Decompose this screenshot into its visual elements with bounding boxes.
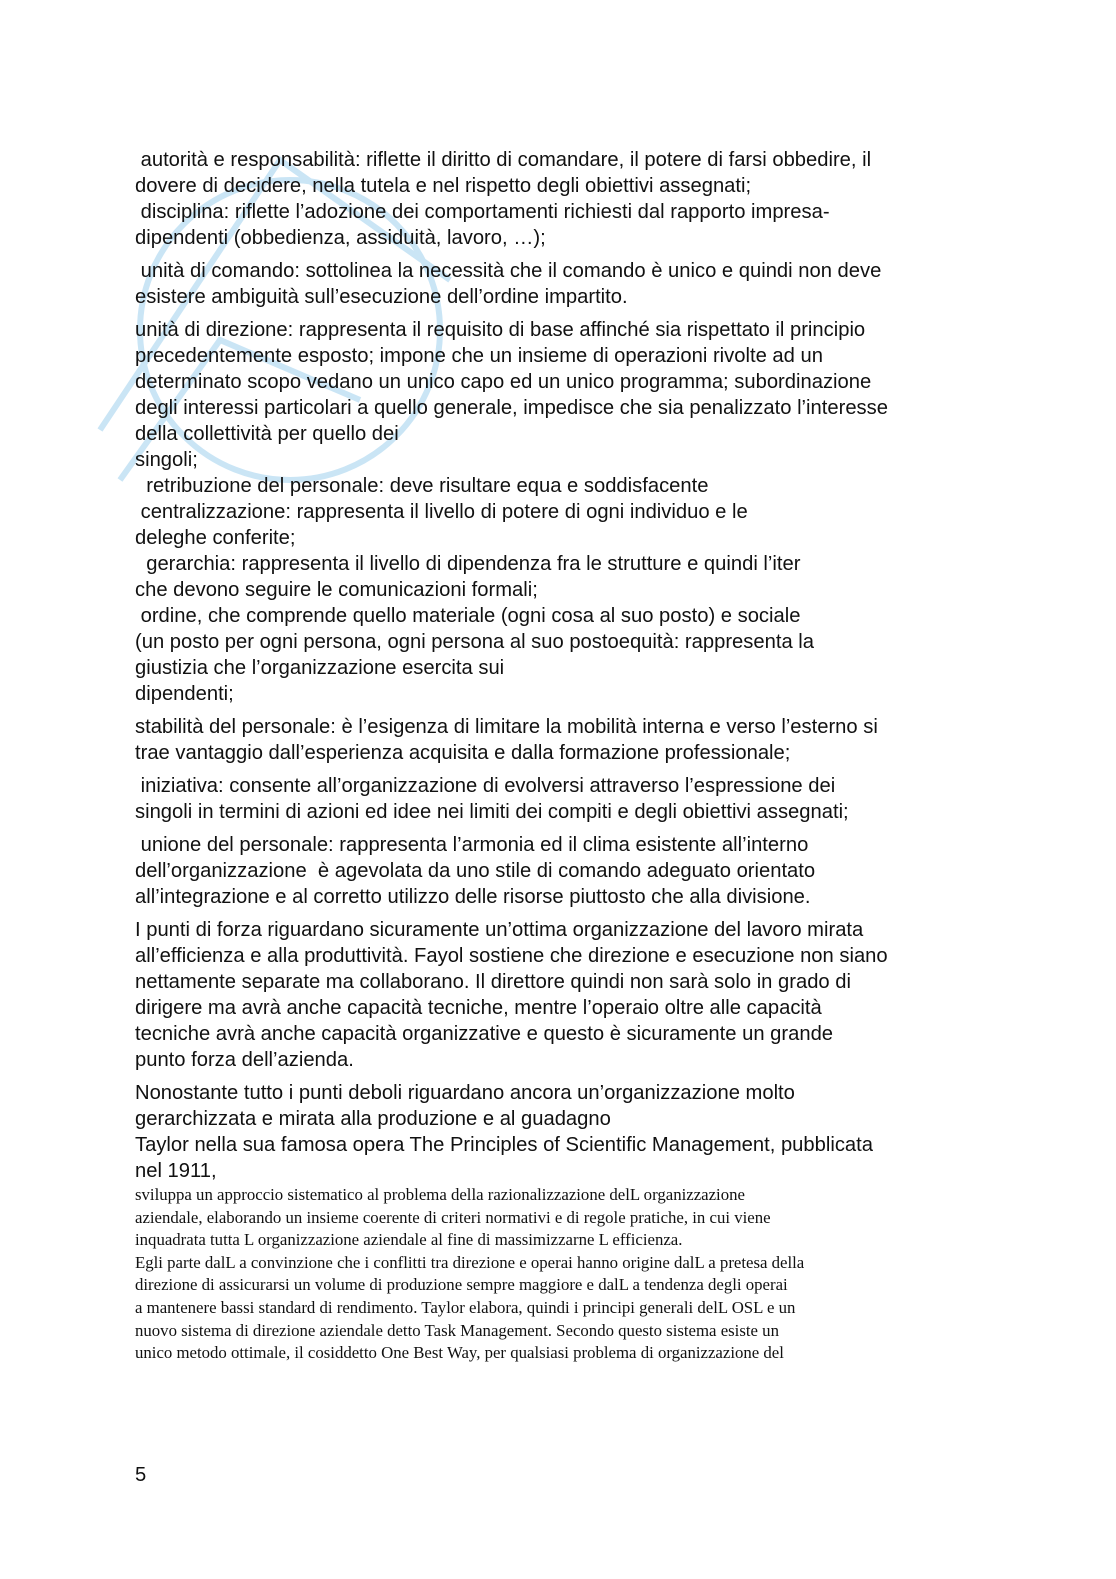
text-line: gerarchia: rappresenta il livello di dipendenza fra le strutture e quindi l’iter [135,553,801,575]
text-line: esistere ambiguità sull’esecuzione dell’ordine impartito. [135,286,628,308]
text-line: unità di comando: sottolinea la necessità che il comando è unico e quindi non deve [135,260,882,282]
text-line: retribuzione del personale: deve risultare equa e soddisfacente [135,475,709,497]
text-line: a mantenere bassi standard di rendimento. Taylor elabora, quindi i principi generali delL OSL e un [135,1297,796,1317]
text-line: giustizia che l’organizzazione esercita sui [135,657,505,679]
text-line: stabilità del personale: è l’esigenza di limitare la mobilità interna e verso l’esterno si [135,716,878,738]
text-line: punto forza dell’azienda. [135,1049,354,1071]
page-number: 5 [135,1464,147,1486]
text-line: della collettività per quello dei [135,423,399,445]
text-line: aziendale, elaborando un insieme coerente di criteri normativi e di regole pratiche, in cui viene [135,1207,771,1227]
text-line: all’integrazione e al corretto utilizzo delle risorse piuttosto che alla divisione. [135,886,811,908]
text-line: dipendenti (obbedienza, assiduità, lavoro, …); [135,227,546,249]
text-line: I punti di forza riguardano sicuramente un’ottima organizzazione del lavoro mirata [135,919,864,941]
text-line: inquadrata tutta L organizzazione aziendale al fine di massimizzarne L efficienza. [135,1230,683,1250]
text-line: che devono seguire le comunicazioni formali; [135,579,538,601]
document-body [135,147,980,1365]
text-line: Nonostante tutto i punti deboli riguardano ancora un’organizzazione molto [135,1082,795,1104]
text-line: unione del personale: rappresenta l’armonia ed il clima esistente all’interno [135,834,809,856]
text-line: unità di direzione: rappresenta il requisito di base affinché sia rispettato il principio [135,319,866,341]
text-line: (un posto per ogni persona, ogni persona al suo postoequità: rappresenta la [135,631,814,653]
text-line: iniziativa: consente all’organizzazione di evolversi attraverso l’espressione dei [135,775,836,797]
text-line: gerarchizzata e mirata alla produzione e al guadagno [135,1108,611,1130]
paragraph [135,1184,980,1365]
text-line: trae vantaggio dall’esperienza acquisita e dalla formazione professionale; [135,742,791,764]
paragraph [135,773,980,825]
text-line: direzione di assicurarsi un volume di produzione sempre maggiore e dalL a tendenza degli operai [135,1275,788,1295]
text-line: determinato scopo vedano un unico capo ed un unico programma; subordinazione [135,371,872,393]
paragraph [135,832,980,910]
paragraph [135,714,980,766]
text-line: precedentemente esposto; impone che un insieme di operazioni rivolte ad un [135,345,823,367]
text-line: ordine, che comprende quello materiale (ogni cosa al suo posto) e sociale [135,605,801,627]
text-line: dell’organizzazione è agevolata da uno stile di comando adeguato orientato [135,860,816,882]
paragraph [135,147,980,251]
text-line: centralizzazione: rappresenta il livello di potere di ogni individuo e le [135,501,748,523]
text-line: singoli in termini di azioni ed idee nei limiti dei compiti e degli obiettivi assegnati; [135,801,849,823]
text-line: dipendenti; [135,683,234,705]
text-line: unico metodo ottimale, il cosiddetto One Best Way, per qualsiasi problema di organizzazione del [135,1343,784,1363]
text-line: sviluppa un approccio sistematico al problema della razionalizzazione delL organizzazione [135,1185,745,1204]
paragraph [135,317,980,707]
text-line: autorità e responsabilità: riflette il diritto di comandare, il potere di farsi obbedire, il [135,149,872,171]
paragraph [135,917,980,1073]
text-line: degli interessi particolari a quello generale, impedisce che sia penalizzato l’interesse [135,397,888,419]
text-line: dovere di decidere, nella tutela e nel rispetto degli obiettivi assegnati; [135,175,752,197]
text-line: Egli parte dalL a convinzione che i conflitti tra direzione e operai hanno origine dalL a pretesa della [135,1252,805,1272]
text-line: disciplina: riflette l’adozione dei comportamenti richiesti dal rapporto impresa- [135,201,830,223]
text-line: nel 1911, [135,1160,217,1182]
text-line: deleghe conferite; [135,527,296,549]
text-line: all’efficienza e alla produttività. Fayol sostiene che direzione e esecuzione non siano [135,945,888,967]
text-line: singoli; [135,449,198,471]
text-line: nuovo sistema di direzione aziendale detto Task Management. Secondo questo sistema esiste un [135,1320,779,1340]
text-line: Taylor nella sua famosa opera The Principles of Scientific Management, pubblicata [135,1134,873,1156]
text-line: tecniche avrà anche capacità organizzative e questo è sicuramente un grande [135,1023,834,1045]
paragraph [135,1080,980,1184]
text-line: dirigere ma avrà anche capacità tecniche, mentre l’operaio oltre alle capacità [135,997,822,1019]
text-line: nettamente separate ma collaborano. Il direttore quindi non sarà solo in grado di [135,971,851,993]
paragraph [135,258,980,310]
